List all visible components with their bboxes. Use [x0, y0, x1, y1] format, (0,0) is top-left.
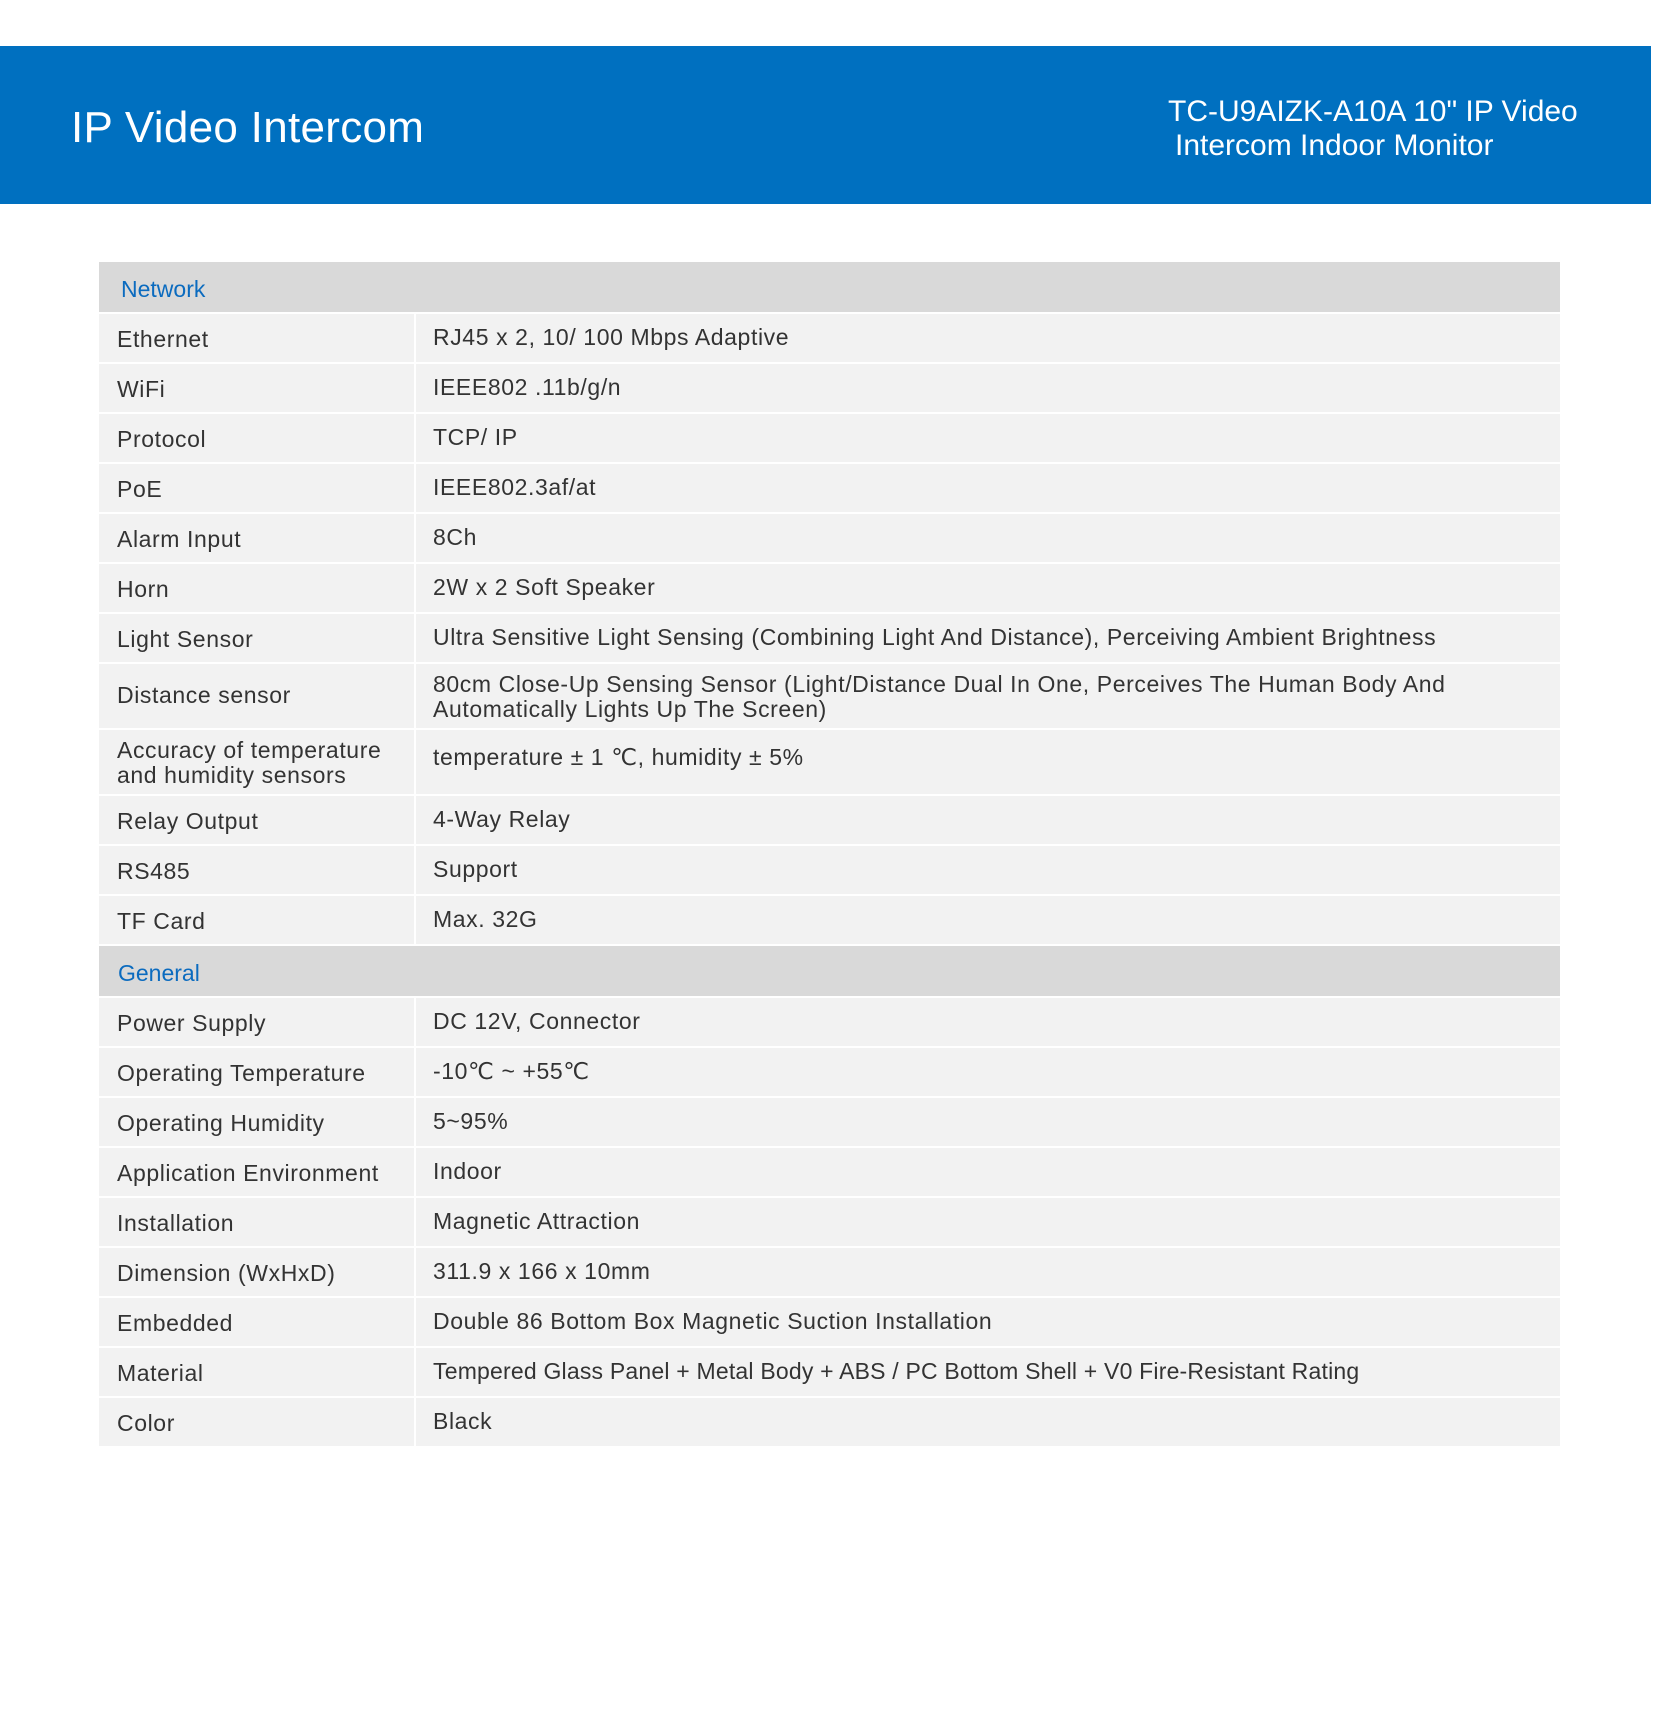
section-header-general — [99, 946, 1560, 996]
spec-row-ethernet — [99, 314, 1560, 362]
spec-value: temperature ± 1 ℃, humidity ± 5% — [416, 730, 1560, 794]
spec-value: 311.9 x 166 x 10mm — [416, 1248, 1560, 1296]
spec-label: Operating Temperature — [99, 1048, 414, 1096]
spec-label: TF Card — [99, 896, 414, 944]
spec-label: Installation — [99, 1198, 414, 1246]
spec-label: PoE — [99, 464, 414, 512]
spec-row-poe — [99, 464, 1560, 512]
spec-value: 4-Way Relay — [416, 796, 1560, 844]
spec-row-relay-output — [99, 796, 1560, 844]
spec-label: Dimension (WxHxD) — [99, 1248, 414, 1296]
spec-row-light-sensor — [99, 614, 1560, 662]
product-name-line-2: Intercom Indoor Monitor — [1175, 129, 1494, 162]
spec-row-dimension — [99, 1248, 1560, 1296]
spec-row-color — [99, 1398, 1560, 1446]
spec-row-tf-card — [99, 896, 1560, 944]
spec-row-material — [99, 1348, 1560, 1396]
spec-label: Accuracy of temperature and humidity sensors — [99, 730, 414, 794]
spec-value: 2W x 2 Soft Speaker — [416, 564, 1560, 612]
spec-row-embedded — [99, 1298, 1560, 1346]
spec-label: WiFi — [99, 364, 414, 412]
section-title: General — [118, 960, 200, 986]
spec-row-power-supply — [99, 998, 1560, 1046]
section-title: Network — [121, 276, 206, 302]
spec-label: Relay Output — [99, 796, 414, 844]
spec-value: Ultra Sensitive Light Sensing (Combining Light And Distance), Perceiving Ambient Brightness — [416, 614, 1560, 662]
spec-value: Tempered Glass Panel + Metal Body + ABS / PC Bottom Shell + V0 Fire-Resistant Rating — [416, 1348, 1560, 1396]
spec-value: 8Ch — [416, 514, 1560, 562]
spec-row-distance-sensor — [99, 664, 1560, 728]
spec-label: Application Environment — [99, 1148, 414, 1196]
spec-value: Double 86 Bottom Box Magnetic Suction Installation — [416, 1298, 1560, 1346]
spec-label: RS485 — [99, 846, 414, 894]
spec-label: Material — [99, 1348, 414, 1396]
page-title: IP Video Intercom — [71, 103, 425, 152]
product-name — [1168, 95, 1638, 163]
spec-row-rs485 — [99, 846, 1560, 894]
header-banner — [0, 46, 1651, 204]
spec-row-alarm-input — [99, 514, 1560, 562]
spec-label: Ethernet — [99, 314, 414, 362]
product-name-line-1: TC-U9AIZK-A10A 10" IP Video — [1168, 95, 1578, 128]
spec-row-application-environment — [99, 1148, 1560, 1196]
spec-value: TCP/ IP — [416, 414, 1560, 462]
spec-row-protocol — [99, 414, 1560, 462]
spec-row-horn — [99, 564, 1560, 612]
spec-label: Protocol — [99, 414, 414, 462]
spec-value: Max. 32G — [416, 896, 1560, 944]
spec-value: Black — [416, 1398, 1560, 1446]
spec-value: RJ45 x 2, 10/ 100 Mbps Adaptive — [416, 314, 1560, 362]
spec-label: Distance sensor — [99, 664, 414, 728]
section-header-network — [99, 262, 1560, 312]
spec-value: Indoor — [416, 1148, 1560, 1196]
spec-value: DC 12V, Connector — [416, 998, 1560, 1046]
spec-value: IEEE802.3af/at — [416, 464, 1560, 512]
spec-row-wifi — [99, 364, 1560, 412]
spec-label: Color — [99, 1398, 414, 1446]
spec-value: -10℃ ~ +55℃ — [416, 1048, 1560, 1096]
spec-value: 5~95% — [416, 1098, 1560, 1146]
spec-label: Light Sensor — [99, 614, 414, 662]
spec-label: Operating Humidity — [99, 1098, 414, 1146]
spec-value: Support — [416, 846, 1560, 894]
spec-row-operating-humidity — [99, 1098, 1560, 1146]
spec-value: IEEE802 .11b/g/n — [416, 364, 1560, 412]
spec-label: Power Supply — [99, 998, 414, 1046]
spec-label: Embedded — [99, 1298, 414, 1346]
spec-table — [99, 262, 1560, 1448]
spec-row-temp-humidity-accuracy — [99, 730, 1560, 794]
spec-row-installation — [99, 1198, 1560, 1246]
spec-row-operating-temperature — [99, 1048, 1560, 1096]
spec-value: 80cm Close-Up Sensing Sensor (Light/Distance Dual In One, Perceives The Human Body And Automatically Lights Up The Screen) — [416, 664, 1560, 728]
spec-label: Horn — [99, 564, 414, 612]
spec-label: Alarm Input — [99, 514, 414, 562]
spec-value: Magnetic Attraction — [416, 1198, 1560, 1246]
